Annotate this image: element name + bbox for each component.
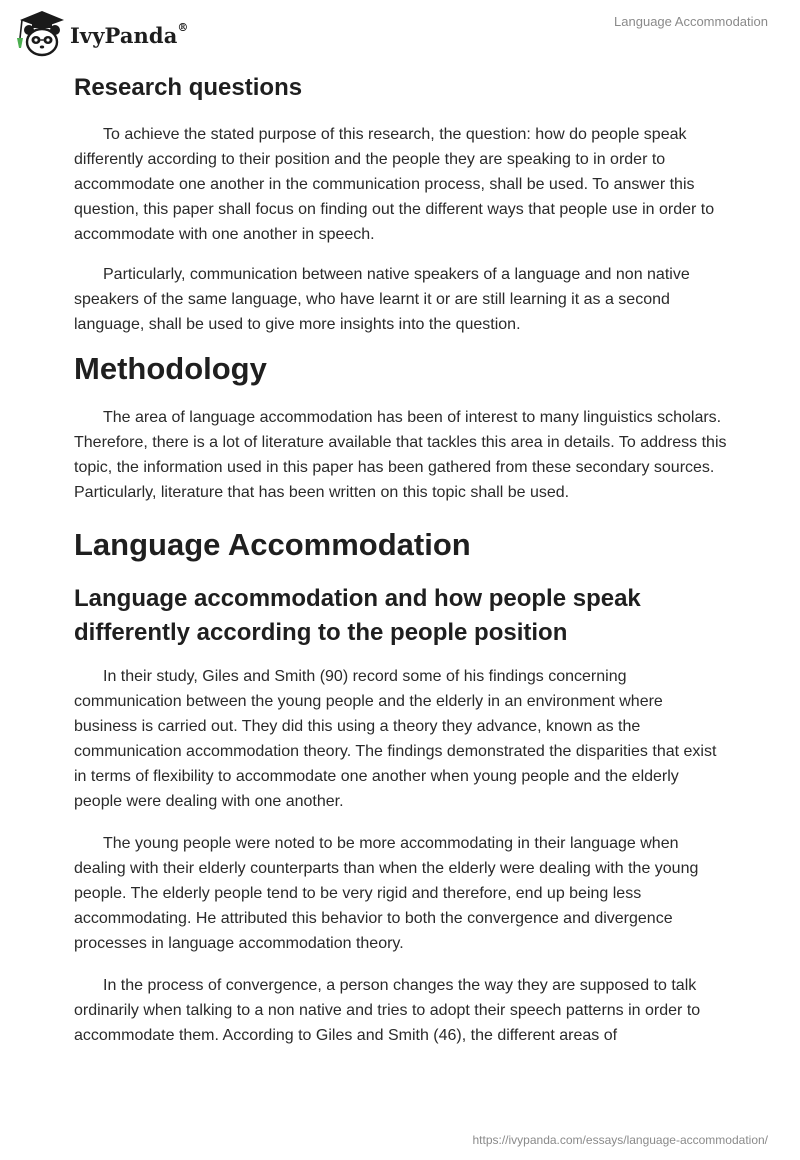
source-url[interactable]: https://ivypanda.com/essays/language-accommodation/ <box>472 1133 768 1147</box>
brand-name: IvyPanda® <box>70 20 189 48</box>
language-accommodation-heading: Language Accommodation <box>74 527 471 562</box>
accommodation-paragraph-3: In the process of convergence, a person changes the way they are supposed to talk ordinarily when talking to a non native and tries to adopt their speech patterns in order to accommodate them. According to Giles and Smith (46), the different areas of <box>74 977 701 1044</box>
language-accommodation-subheading: Language accommodation and how people speak differently according to the people position <box>74 585 641 646</box>
registered-mark: ® <box>177 20 189 34</box>
methodology-heading: Methodology <box>74 351 267 386</box>
ivypanda-logo[interactable] <box>12 8 189 58</box>
research-paragraph-2: Particularly, communication between native speakers of a language and non native speakers of the same language, who have learnt it or are still learning it as a second language, shall be used to give more insights into the question. <box>74 266 690 333</box>
methodology-paragraph-1: The area of language accommodation has been of interest to many linguistics scholars. Therefore, there is a lot of literature available that tackles this area in details. To address this topic, the information used in this paper has been gathered from these secondary sources. Particularly, literature that has been written on this topic shall be used. <box>74 409 727 501</box>
page-title: Language Accommodation <box>614 14 768 29</box>
research-paragraph-1: To achieve the stated purpose of this research, the question: how do people speak differently according to their position and the people they are speaking to in order to accommodate one another in the communication process, shall be used. To answer this question, this paper shall focus on finding out the different ways that people use in order to accommodate with one another in speech. <box>74 126 715 243</box>
accommodation-paragraph-1: In their study, Giles and Smith (90) record some of his findings concerning communication between the young people and the elderly in an environment where business is carried out. They did this using a theory they advance, known as the communication accommodation theory. The findings demonstrated the disparities that exist in terms of flexibility to accommodate one another when young people and the elderly people were dealing with one another. <box>74 668 717 810</box>
accommodation-paragraph-2: The young people were noted to be more accommodating in their language when dealing with their elderly counterparts than when the elderly were dealing with the young people. The elderly people tend to be very rigid and therefore, end up being less accommodating. He attributed this behavior to both the convergence and divergence processes in language accommodation theory. <box>74 835 699 952</box>
essay-content <box>74 72 730 1048</box>
research-questions-heading: Research questions <box>74 74 303 101</box>
panda-graduation-cap-icon <box>12 8 68 58</box>
page-header <box>0 0 800 64</box>
